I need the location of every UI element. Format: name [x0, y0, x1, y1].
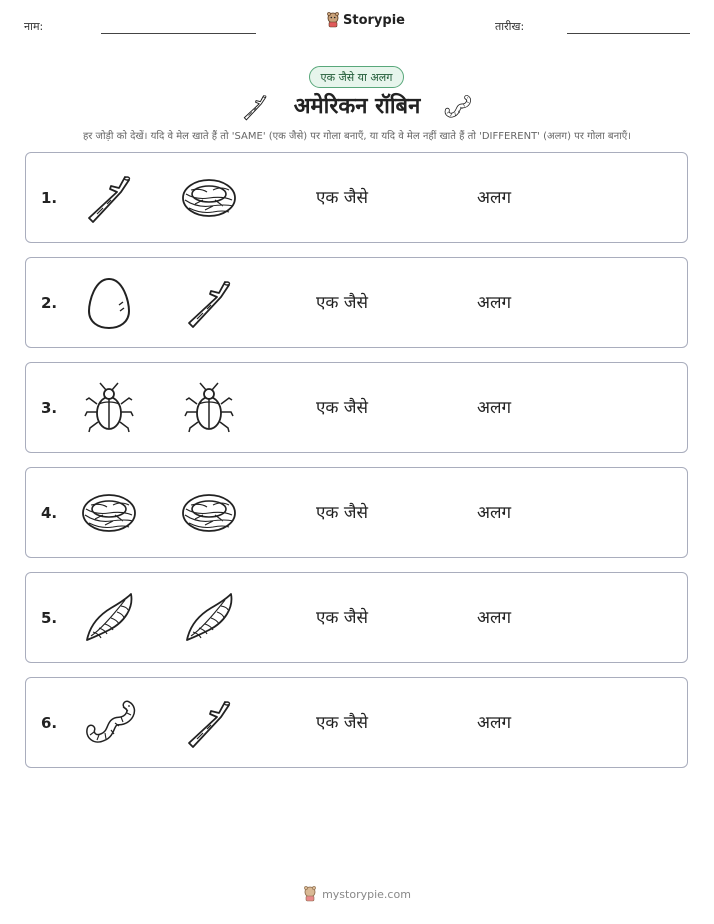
question-row [25, 467, 688, 558]
page-title: अमेरिकन रॉबिन [293, 94, 421, 119]
option-different[interactable]: अलग [477, 398, 512, 418]
option-different[interactable]: अलग [477, 713, 512, 733]
option-same[interactable]: एक जैसे [316, 188, 368, 208]
nest-icon [81, 485, 137, 541]
option-same[interactable]: एक जैसे [316, 503, 368, 523]
nest-icon [181, 485, 237, 541]
date-label: तारीख: [495, 20, 525, 33]
instructions-text: हर जोड़ी को देखें। यदि वे मेल खाते हैं तो 'SAME' (एक जैसे) पर गोला बनाएँ, या यदि वे मेल नहीं खाते हैं तो 'DIFFERENT' (अलग) पर गोला बनाएँ। [82, 131, 632, 142]
question-number: 1. [41, 189, 58, 207]
egg-icon [81, 275, 137, 331]
beetle-icon [181, 380, 237, 436]
twig-icon [81, 170, 137, 226]
option-different[interactable]: अलग [477, 293, 512, 313]
name-label: नाम: [24, 20, 44, 33]
nest-icon [181, 170, 237, 226]
question-row [25, 152, 688, 243]
question-row [25, 257, 688, 348]
option-same[interactable]: एक जैसे [316, 608, 368, 628]
date-line[interactable] [567, 33, 690, 34]
question-number: 3. [41, 399, 58, 417]
worm-icon [81, 695, 137, 751]
beetle-icon [81, 380, 137, 436]
question-number: 2. [41, 294, 58, 312]
wing-icon [81, 590, 137, 646]
question-number: 4. [41, 504, 58, 522]
worm-icon [442, 92, 472, 122]
footer [0, 886, 714, 902]
wing-icon [181, 590, 237, 646]
twig-icon [181, 275, 237, 331]
option-same[interactable]: एक जैसे [316, 398, 368, 418]
logo-text: Storypie [343, 12, 405, 28]
option-same[interactable]: एक जैसे [316, 713, 368, 733]
question-number: 5. [41, 609, 58, 627]
option-different[interactable]: अलग [477, 188, 512, 208]
question-row [25, 362, 688, 453]
name-line[interactable] [101, 33, 256, 34]
storypie-mascot-icon [326, 12, 340, 28]
storypie-logo [326, 12, 405, 28]
category-badge: एक जैसे या अलग [309, 66, 404, 88]
option-different[interactable]: अलग [477, 503, 512, 523]
option-different[interactable]: अलग [477, 608, 512, 628]
question-row [25, 572, 688, 663]
storypie-mascot-icon [303, 886, 317, 902]
question-row [25, 677, 688, 768]
footer-url[interactable]: mystorypie.com [322, 887, 411, 901]
question-number: 6. [41, 714, 58, 732]
twig-icon [181, 695, 237, 751]
option-same[interactable]: एक जैसे [316, 293, 368, 313]
